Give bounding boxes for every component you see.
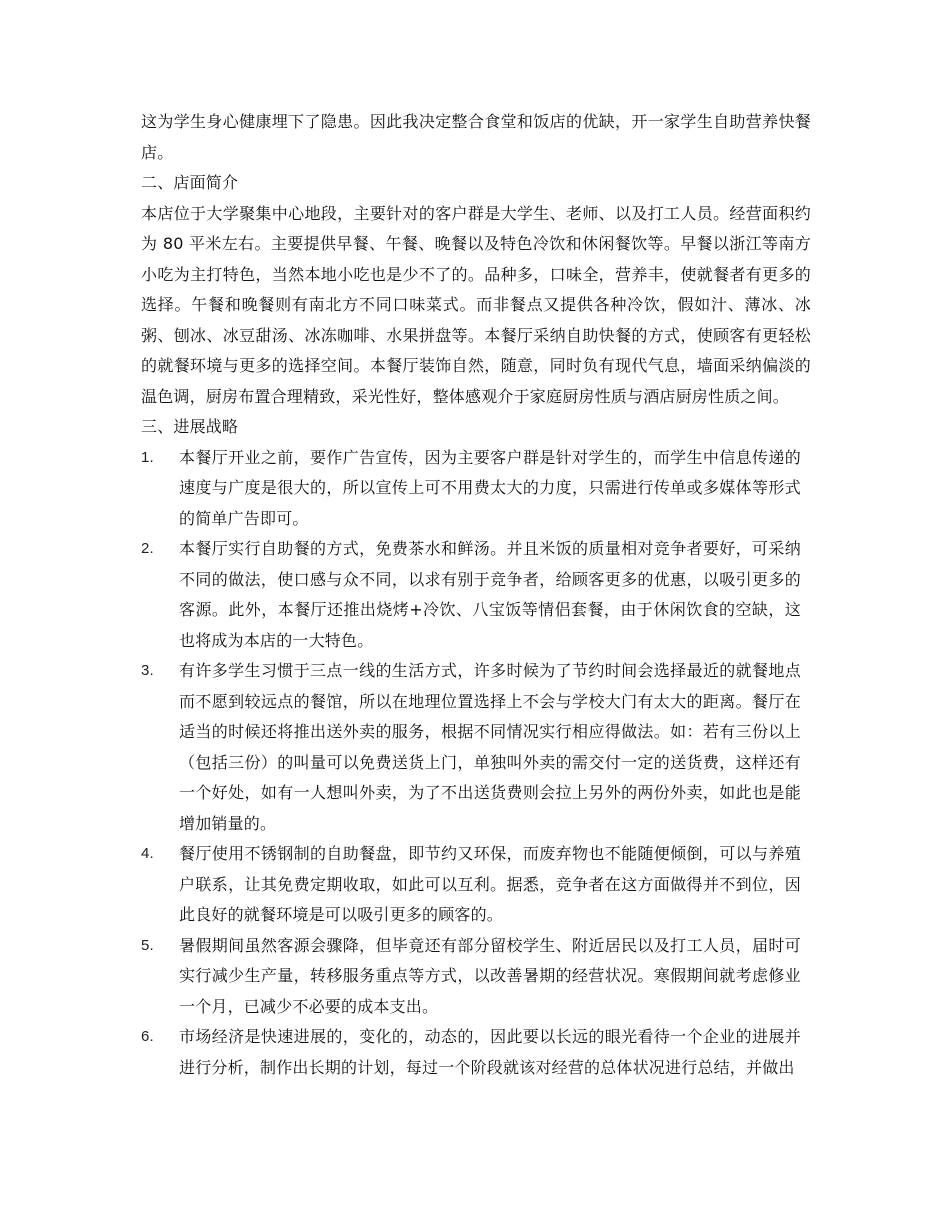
list-item [141, 839, 801, 931]
list-item-text: 餐厅使用不锈钢制的自助餐盘，即节约又环保，而废弃物也不能随便倾倒，可以与养殖户联系，让其免费定期收取，如此可以互利。据悉，竞争者在这方面做得并不到位，因此良好的就餐环境是可以吸引更多的顾客的。 [179, 844, 801, 924]
list-item-text: 本餐厅开业之前，要作广告宣传，因为主要客户群是针对学生的，而学生中信息传递的速度与广度是很大的，所以宣传上可不用费太大的力度，只需进行传单或多媒体等形式的简单广告即可。 [179, 447, 801, 528]
strategy-list [141, 443, 811, 1084]
list-number: 3. [141, 662, 154, 679]
document-content [141, 107, 811, 1083]
list-number: 4. [141, 845, 154, 862]
list-number: 5. [141, 936, 154, 954]
section-heading-store-intro: 二、店面简介 [141, 173, 239, 192]
section-heading-strategy: 三、进展战略 [141, 417, 239, 436]
list-number: 6. [141, 1028, 154, 1045]
list-item [141, 534, 801, 656]
list-item [141, 931, 801, 1023]
list-number: 2. [141, 540, 154, 557]
list-item-text: 本餐厅实行自助餐的方式，免费茶水和鲜汤。并且米饭的质量相对竞争者要好，可采纳不同的做法，使口感与众不同，以求有别于竞争者，给顾客更多的优惠，以吸引更多的客源。此外，本餐厅还推出烧烤+冷饮、八宝饭等情侣套餐，由于休闲饮食的空缺，这也将成为本店的一大特色。 [179, 539, 801, 650]
intro-paragraph-tail: 这为学生身心健康埋下了隐患。因此我决定整合食堂和饭店的优缺，开一家学生自助营养快餐店。 [141, 112, 811, 162]
store-intro-paragraph: 本店位于大学聚集中心地段，主要针对的客户群是大学生、老师、以及打工人员。经营面积约为 80 平米左右。主要提供早餐、午餐、晚餐以及特色冷饮和休闲餐饮等。早餐以浙江等南方小吃为主打特色，当然本地小吃也是少不了的。品种多，口味全，营养丰，使就餐者有更多的选择。午餐和晚餐则有南北方不同口味菜式。而非餐点又提供各种冷饮，假如汁、薄冰、冰粥、刨冰、冰豆甜汤、冰冻咖啡、水果拼盘等。本餐厅采纳自助快餐的方式，使顾客有更轻松的就餐环境与更多的选择空间。本餐厅装饰自然，随意，同时负有现代气息，墙面采纳偏淡的温色调，厨房布置合理精致，采光性好，整体感观介于家庭厨房性质与酒店厨房性质之间。 [141, 203, 811, 406]
list-item [141, 443, 801, 535]
list-item [141, 1022, 801, 1083]
list-item-text: 有许多学生习惯于三点一线的生活方式，许多时候为了节约时间会选择最近的就餐地点而不愿到较远点的餐馆，所以在地理位置选择上不会与学校大门有太大的距离。餐厅在适当的时候还将推出送外卖的服务，根据不同情况实行相应得做法。如：若有三份以上（包括三份）的叫量可以免费送货上门，单独叫外卖的需交付一定的送货费，这样还有一个好处，如有一人想叫外卖，为了不出送货费则会拉上另外的两份外卖，如此也是能增加销量的。 [179, 661, 801, 833]
list-item-text: 市场经济是快速进展的，变化的，动态的，因此要以长远的眼光看待一个企业的进展并进行分析，制作出长期的计划，每过一个阶段就该对经营的总体状况进行总结，并做出 [179, 1027, 801, 1077]
list-item [141, 656, 801, 839]
list-number: 1. [141, 448, 154, 466]
list-item-text: 暑假期间虽然客源会骤降，但毕竟还有部分留校学生、附近居民以及打工人员，届时可实行减少生产量，转移服务重点等方式，以改善暑期的经营状况。寒假期间就考虑修业一个月，已减少不必要的成本支出。 [179, 935, 801, 1016]
